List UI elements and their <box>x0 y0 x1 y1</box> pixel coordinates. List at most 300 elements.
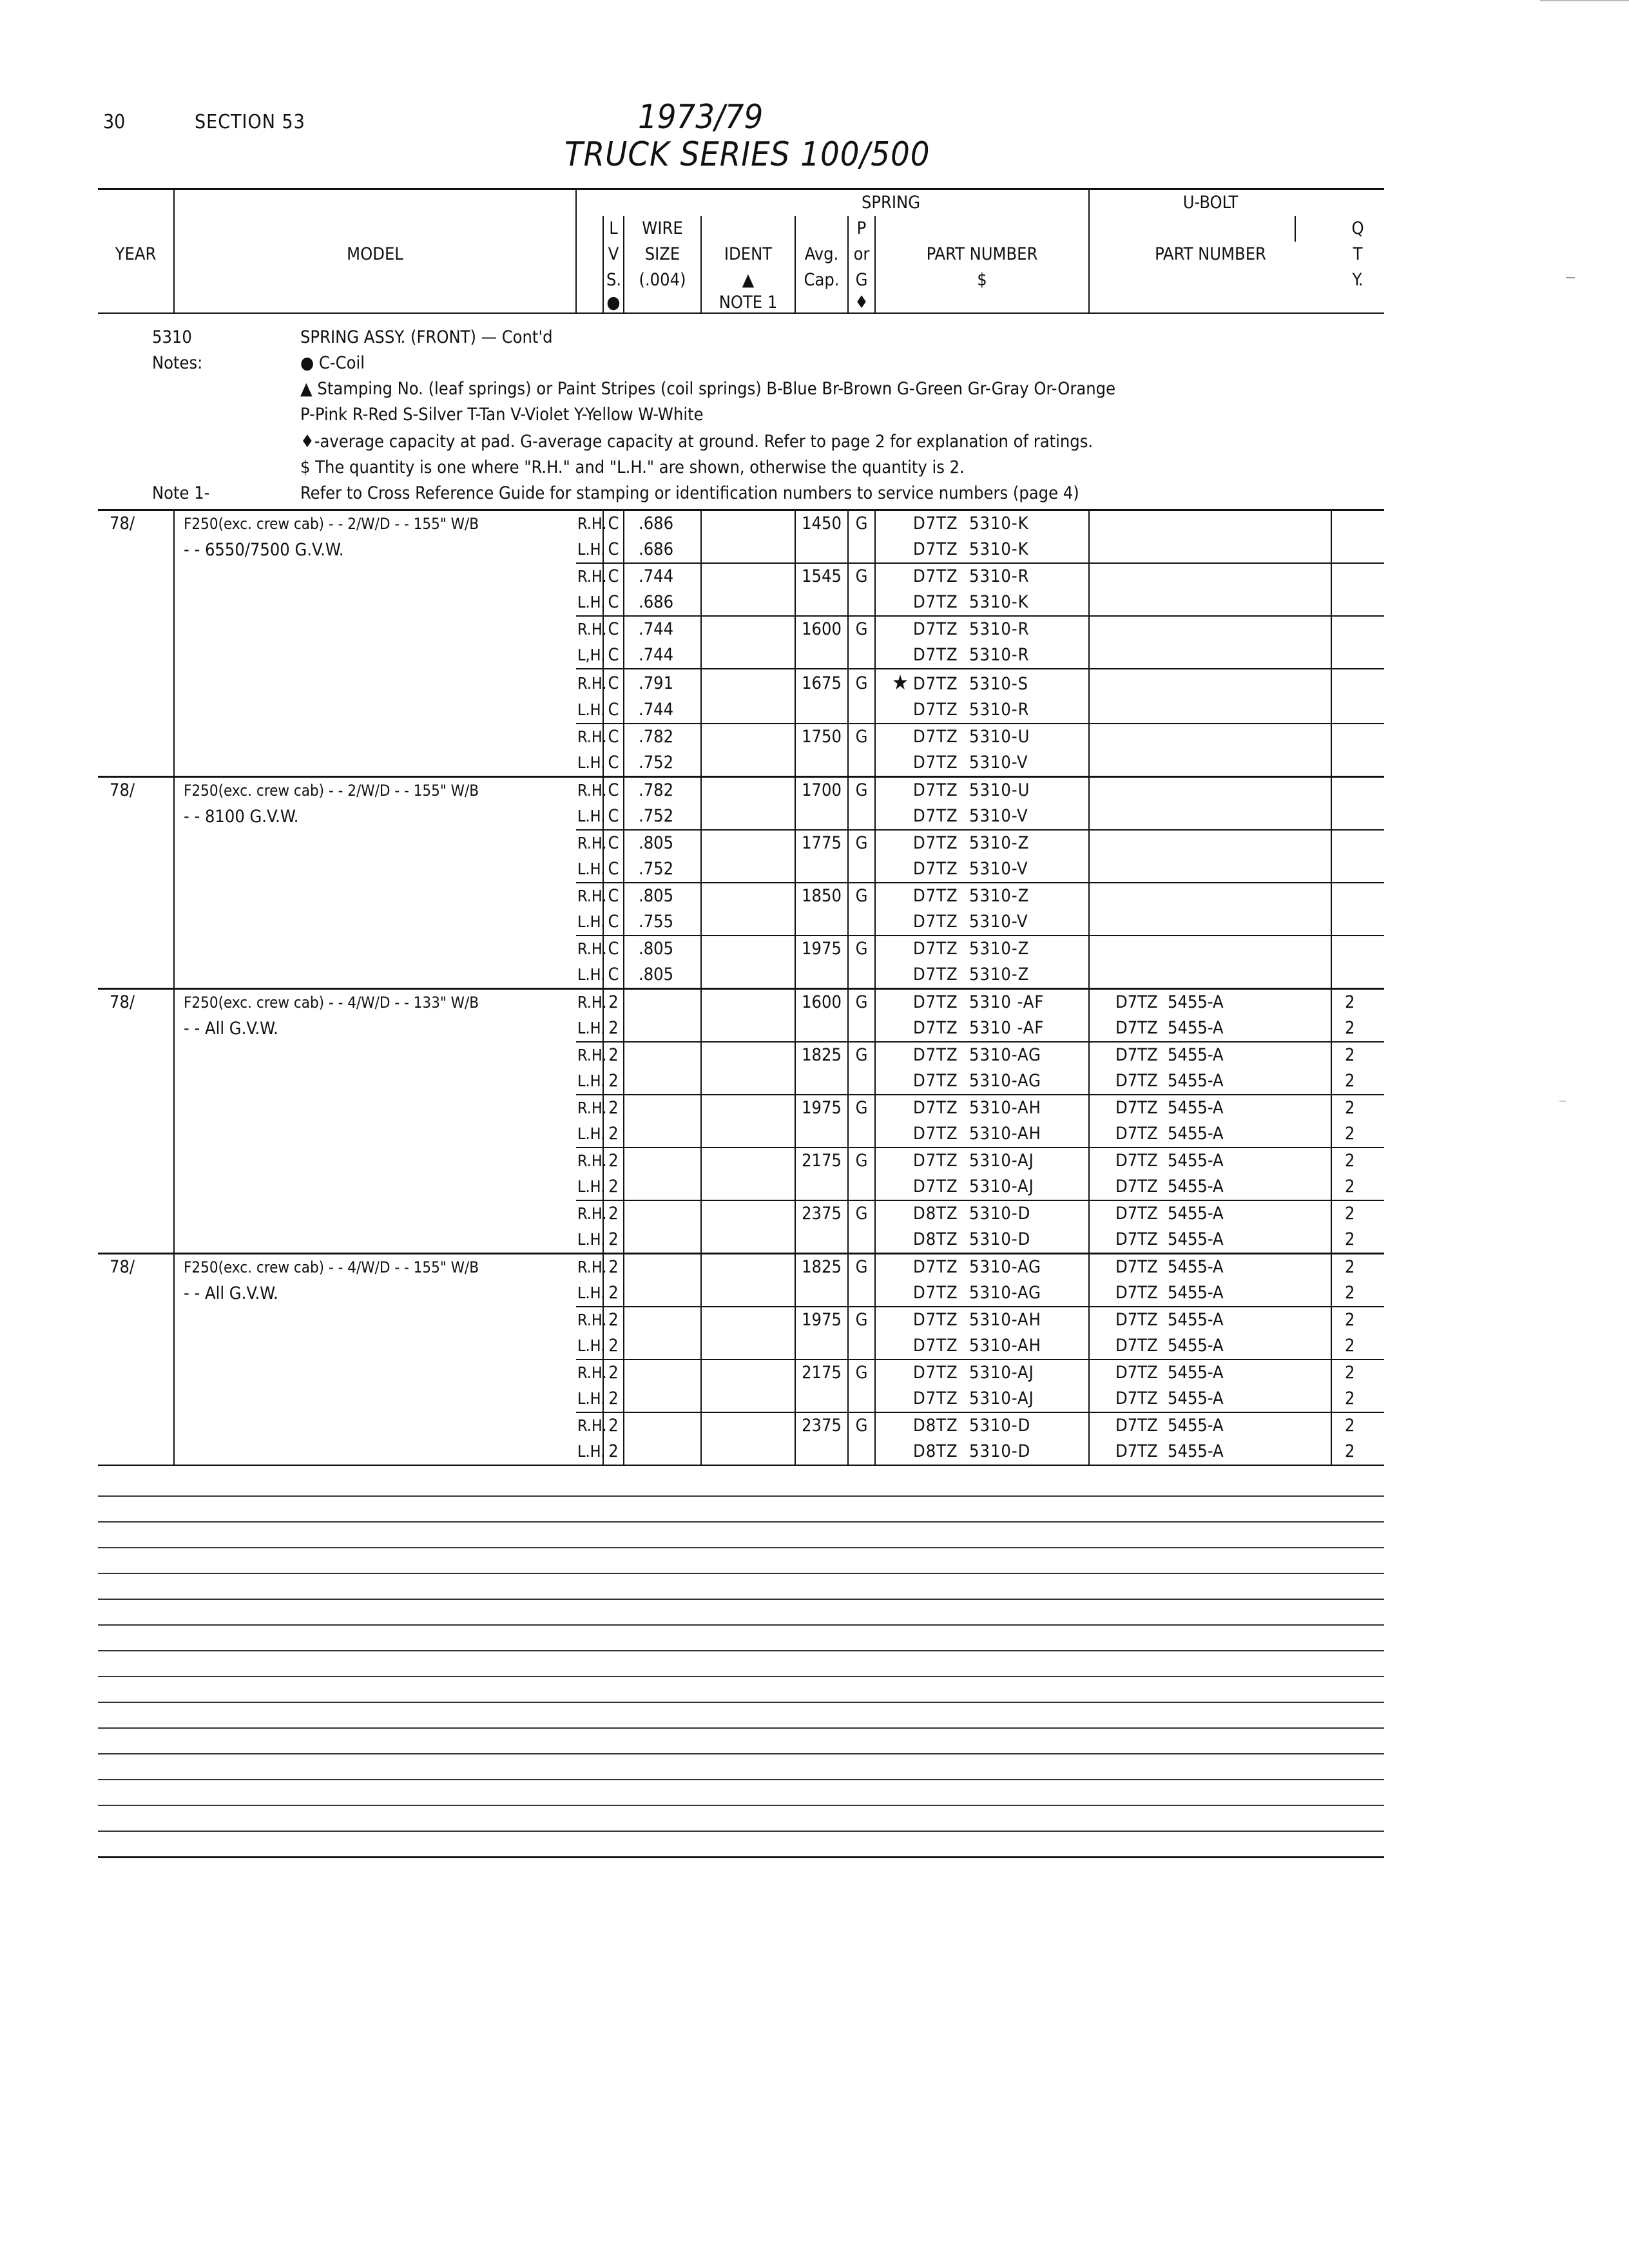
qty-cell: 2 <box>1331 1307 1384 1333</box>
year-cell <box>98 697 174 724</box>
ubolt-spacer-cell <box>1295 1174 1331 1200</box>
spring-part-number: D7TZ 5310-AJ <box>913 1363 1034 1383</box>
side-cell: R.H. <box>577 1204 607 1223</box>
page-number: 30 <box>103 111 126 133</box>
year-cell <box>98 1174 174 1200</box>
spring-part-number: D7TZ 5310-V <box>913 806 1028 826</box>
scan-mark <box>1566 277 1575 278</box>
model-cell: - - All G.V.W. <box>174 1015 576 1042</box>
wire-size-cell <box>624 1360 701 1386</box>
ubolt-part-number-cell: D7TZ 5455-A <box>1089 989 1295 1016</box>
spring-part-number: D7TZ 5310-K <box>913 539 1029 559</box>
ubolt-part-number-cell <box>1089 669 1295 697</box>
model-cell <box>174 1042 576 1068</box>
ubolt-spacer-cell <box>1295 669 1331 697</box>
table-row <box>98 1200 1384 1227</box>
table-row <box>98 883 1384 909</box>
lvs-cell: C <box>603 616 624 642</box>
ubolt-spacer-cell <box>1295 1015 1331 1042</box>
spring-part-number: D7TZ 5310-AH <box>913 1336 1041 1356</box>
wire-size-cell <box>624 1068 701 1095</box>
lvs-cell: C <box>603 724 624 750</box>
model-cell <box>174 1307 576 1333</box>
table-row <box>98 669 1384 697</box>
ubolt-part-number-cell: D7TZ 5455-A <box>1089 1280 1295 1307</box>
wire-size-cell: .782 <box>624 724 701 750</box>
side-cell: R.H. <box>577 939 607 958</box>
year-cell <box>98 803 174 830</box>
p-or-g-cell: G <box>848 1254 875 1281</box>
notes-label: Notes: <box>152 353 203 373</box>
ubolt-part-number-cell <box>1089 724 1295 750</box>
lvs-cell: C <box>603 777 624 804</box>
year-cell <box>98 563 174 590</box>
wire-size-cell: .791 <box>624 669 701 697</box>
avg-cap-cell: 1700 <box>795 777 848 804</box>
spring-part-number: D7TZ 5310-R <box>913 566 1030 586</box>
wire-size-cell <box>624 1412 701 1439</box>
ubolt-part-number-cell: D7TZ 5455-A <box>1089 1068 1295 1095</box>
ubolt-group-header: U-BOLT <box>1089 189 1331 216</box>
lvs-cell: C <box>603 563 624 590</box>
spring-part-number: D7TZ 5310-K <box>913 514 1029 533</box>
model-cell <box>174 642 576 669</box>
ident-cell <box>701 1227 795 1254</box>
ubolt-spacer-cell <box>1295 1254 1331 1281</box>
ubolt-part-number-cell <box>1089 642 1295 669</box>
ubolt-spacer-cell <box>1295 777 1331 804</box>
ubolt-spacer-cell <box>1295 1095 1331 1121</box>
table-row <box>98 856 1384 883</box>
ubolt-part-number-cell <box>1089 962 1295 989</box>
year-cell <box>98 1360 174 1386</box>
qty-cell: 2 <box>1331 1174 1384 1200</box>
table-row <box>98 697 1384 724</box>
spring-part-number-cell <box>875 1280 1089 1307</box>
ubolt-spacer-cell <box>1295 697 1331 724</box>
qty-cell <box>1331 962 1384 989</box>
ident-cell <box>701 989 795 1016</box>
ubolt-spacer-cell <box>1295 1227 1331 1254</box>
spring-part-number-cell <box>875 1227 1089 1254</box>
spring-part-number: D7TZ 5310-U <box>913 727 1030 747</box>
ubolt-part-number-cell: D7TZ 5455-A <box>1089 1386 1295 1412</box>
year-cell <box>98 1042 174 1068</box>
year-cell <box>98 642 174 669</box>
ruled-line <box>98 1702 1384 1703</box>
year-cell <box>98 1015 174 1042</box>
spring-part-number-cell <box>875 590 1089 616</box>
avg-cap-cell: 1600 <box>795 989 848 1016</box>
spring-part-number-header: PART NUMBER <box>875 242 1089 267</box>
spring-part-number: D8TZ 5310-D <box>913 1441 1031 1461</box>
year-cell <box>98 1068 174 1095</box>
spring-part-number-cell <box>875 642 1089 669</box>
side-cell: L.H. <box>576 590 603 616</box>
avg-cap-cell <box>795 1174 848 1200</box>
wire-size-cell <box>624 1307 701 1333</box>
qty-cell <box>1331 883 1384 909</box>
table-row <box>98 616 1384 642</box>
spring-part-number: D7TZ 5310-AJ <box>913 1389 1034 1408</box>
spring-part-number-cell <box>875 989 1089 1016</box>
model-cell <box>174 590 576 616</box>
lvs-cell: 2 <box>603 1148 624 1174</box>
lvs-cell: 2 <box>603 1121 624 1148</box>
side-cell: R.H. <box>577 620 607 639</box>
spring-part-number-cell <box>875 1174 1089 1200</box>
table-row <box>98 590 1384 616</box>
p-or-g-cell: G <box>848 1042 875 1068</box>
table-row <box>98 803 1384 830</box>
avg-cap-cell <box>795 909 848 936</box>
side-cell: R.H. <box>577 567 607 586</box>
ident-header: IDENT <box>701 242 795 267</box>
spring-part-number-cell <box>875 1386 1089 1412</box>
ubolt-spacer-cell <box>1295 909 1331 936</box>
model-cell <box>174 1227 576 1254</box>
lvs-cell: 2 <box>603 1439 624 1465</box>
spring-part-number: D8TZ 5310-D <box>913 1204 1031 1224</box>
ubolt-spacer-cell <box>1295 750 1331 777</box>
model-cell <box>174 1412 576 1439</box>
ubolt-part-number-cell <box>1089 510 1295 537</box>
spring-part-number-cell <box>875 909 1089 936</box>
model-column-header: MODEL <box>174 216 576 293</box>
year-cell <box>98 909 174 936</box>
ubolt-spacer-cell <box>1295 1386 1331 1412</box>
ident-cell <box>701 803 795 830</box>
ident-cell <box>701 669 795 697</box>
qty-cell <box>1331 936 1384 962</box>
spring-part-number: D7TZ 5310-AJ <box>913 1177 1034 1196</box>
p-or-g-cell <box>848 1068 875 1095</box>
table-row <box>98 1254 1384 1281</box>
lvs-cell: 2 <box>603 1280 624 1307</box>
ubolt-part-number-cell <box>1089 537 1295 563</box>
side-cell: L.H. <box>576 1121 603 1148</box>
wire-size-cell: .752 <box>624 750 701 777</box>
spring-part-number-cell <box>875 830 1089 856</box>
p-or-g-cell <box>848 590 875 616</box>
lvs-cell: 2 <box>603 1412 624 1439</box>
qty-cell: 2 <box>1331 1227 1384 1254</box>
ruled-line <box>98 1573 1384 1574</box>
model-cell <box>174 724 576 750</box>
ubolt-spacer-cell <box>1295 1412 1331 1439</box>
wire-size-cell: .755 <box>624 909 701 936</box>
lvs-cell: 2 <box>603 1068 624 1095</box>
wire-size-cell <box>624 1280 701 1307</box>
lvs-cell: C <box>603 750 624 777</box>
spring-part-number: D7TZ 5310-AG <box>913 1071 1041 1091</box>
lvs-cell: C <box>603 697 624 724</box>
p-or-g-cell <box>848 1386 875 1412</box>
ubolt-part-number-cell <box>1089 936 1295 962</box>
qty-cell: 2 <box>1331 1068 1384 1095</box>
avg-cap-cell: 2175 <box>795 1148 848 1174</box>
side-cell: L.H. <box>576 1439 603 1465</box>
scan-edge-mark <box>1540 0 1629 1</box>
p-or-g-cell <box>848 750 875 777</box>
wire-size-cell <box>624 1439 701 1465</box>
model-cell: - - 6550/7500 G.V.W. <box>174 537 576 563</box>
qty-cell: 2 <box>1331 1439 1384 1465</box>
wire-size-header: WIRE <box>624 216 701 242</box>
spring-part-number: D7TZ 5310-V <box>913 753 1028 773</box>
p-or-g-cell <box>848 642 875 669</box>
ruled-line <box>98 1676 1384 1677</box>
lvs-cell: 2 <box>603 989 624 1016</box>
wire-size-cell <box>624 1333 701 1360</box>
side-cell: R.H. <box>576 989 603 1016</box>
avg-cap-cell <box>795 962 848 989</box>
table-row <box>98 1333 1384 1360</box>
year-cell <box>98 1095 174 1121</box>
table-row <box>98 724 1384 750</box>
ident-cell <box>701 1254 795 1281</box>
ruled-line <box>98 1779 1384 1780</box>
ubolt-spacer-cell <box>1295 936 1331 962</box>
avg-cap-cell: 1775 <box>795 830 848 856</box>
note1-label: Note 1- <box>152 483 210 503</box>
wire-size-cell: .805 <box>624 936 701 962</box>
p-or-g-cell: G <box>848 1200 875 1227</box>
ident-cell <box>701 1068 795 1095</box>
avg-cap-cell <box>795 1015 848 1042</box>
qty-cell <box>1331 510 1384 537</box>
model-cell <box>174 830 576 856</box>
p-or-g-cell <box>848 537 875 563</box>
side-cell: L.H. <box>576 803 603 830</box>
spring-part-number-cell <box>875 697 1089 724</box>
ubolt-spacer-cell <box>1295 830 1331 856</box>
ubolt-spacer-cell <box>1295 1200 1331 1227</box>
side-cell: R.H. <box>577 1151 607 1170</box>
ident-cell <box>701 697 795 724</box>
year-cell <box>98 669 174 697</box>
ident-cell <box>701 1015 795 1042</box>
spring-part-number-cell <box>875 1095 1089 1121</box>
side-cell: L.H. <box>576 909 603 936</box>
qty-cell <box>1331 616 1384 642</box>
lvs-cell: 2 <box>603 1360 624 1386</box>
side-cell: L.H. <box>576 697 603 724</box>
table-row <box>98 1360 1384 1386</box>
p-or-g-cell <box>848 1333 875 1360</box>
p-or-g-header: P <box>848 216 875 242</box>
spring-part-number-cell <box>875 1333 1089 1360</box>
spring-part-number: D7TZ 5310-Z <box>913 886 1030 906</box>
scan-mark <box>1559 1100 1566 1102</box>
side-cell: L.H. <box>576 1280 603 1307</box>
wire-size-cell <box>624 1200 701 1227</box>
avg-cap-cell: 1825 <box>795 1042 848 1068</box>
ident-cell <box>701 590 795 616</box>
model-cell <box>174 1148 576 1174</box>
wire-size-cell <box>624 1386 701 1412</box>
ubolt-part-number-cell: D7TZ 5455-A <box>1089 1333 1295 1360</box>
qty-cell: 2 <box>1331 1360 1384 1386</box>
ident-cell <box>701 642 795 669</box>
model-cell <box>174 1333 576 1360</box>
ubolt-spacer-cell <box>1295 1307 1331 1333</box>
avg-cap-cell <box>795 1280 848 1307</box>
wire-size-cell <box>624 1227 701 1254</box>
ubolt-part-number-cell <box>1089 909 1295 936</box>
qty-cell <box>1331 830 1384 856</box>
table-row <box>98 1042 1384 1068</box>
p-or-g-cell <box>848 1174 875 1200</box>
spring-part-number: D7TZ 5310-AH <box>913 1310 1041 1330</box>
year-cell <box>98 1333 174 1360</box>
table-row <box>98 1307 1384 1333</box>
ubolt-part-number-cell <box>1089 750 1295 777</box>
qty-cell <box>1331 537 1384 563</box>
ident-cell <box>701 1200 795 1227</box>
spring-part-number: D7TZ 5310-Z <box>913 965 1030 985</box>
wire-size-cell <box>624 989 701 1016</box>
year-cell <box>98 724 174 750</box>
side-cell: R.H. <box>577 1046 607 1064</box>
table-row <box>98 1439 1384 1465</box>
model-cell <box>174 1068 576 1095</box>
side-cell: R.H. <box>576 777 603 804</box>
p-or-g-cell <box>848 856 875 883</box>
ruled-line <box>98 1650 1384 1651</box>
table-row <box>98 1121 1384 1148</box>
ubolt-spacer-cell <box>1295 590 1331 616</box>
ubolt-spacer-cell <box>1295 724 1331 750</box>
model-cell <box>174 1200 576 1227</box>
side-cell: L.H. <box>576 1386 603 1412</box>
p-or-g-cell <box>848 803 875 830</box>
spring-part-number-cell <box>875 1042 1089 1068</box>
table-row <box>98 642 1384 669</box>
avg-cap-cell <box>795 1439 848 1465</box>
ident-cell <box>701 724 795 750</box>
side-cell: L.H. <box>576 1174 603 1200</box>
ubolt-part-number-cell <box>1089 856 1295 883</box>
ubolt-part-number-cell: D7TZ 5455-A <box>1089 1121 1295 1148</box>
spring-part-number-cell <box>875 750 1089 777</box>
spring-part-number: D7TZ 5310-R <box>913 700 1030 720</box>
side-cell: R.H. <box>577 1311 607 1329</box>
ident-cell <box>701 936 795 962</box>
wire-size-cell: .744 <box>624 563 701 590</box>
qty-cell <box>1331 909 1384 936</box>
ident-cell <box>701 1333 795 1360</box>
model-cell: F250(exc. crew cab) - - 4/W/D - - 133" W/B <box>174 989 576 1016</box>
year-cell <box>98 590 174 616</box>
wire-size-cell <box>624 1095 701 1121</box>
ubolt-part-number-cell: D7TZ 5455-A <box>1089 1439 1295 1465</box>
spring-part-number-cell <box>875 724 1089 750</box>
ruled-line <box>98 1624 1384 1626</box>
ident-cell <box>701 1095 795 1121</box>
ident-cell <box>701 856 795 883</box>
ubolt-part-number-cell <box>1089 803 1295 830</box>
p-or-g-cell: G <box>848 936 875 962</box>
model-cell: - - All G.V.W. <box>174 1280 576 1307</box>
avg-cap-cell <box>795 697 848 724</box>
ubolt-spacer-cell <box>1295 803 1331 830</box>
year-cell <box>98 1307 174 1333</box>
spring-part-number-cell <box>875 1360 1089 1386</box>
ubolt-part-number-cell: D7TZ 5455-A <box>1089 1412 1295 1439</box>
avg-cap-cell <box>795 1227 848 1254</box>
model-cell <box>174 856 576 883</box>
side-cell: R.H. <box>577 727 607 746</box>
ident-cell <box>701 909 795 936</box>
p-or-g-cell <box>848 962 875 989</box>
qty-cell: 2 <box>1331 1386 1384 1412</box>
spring-part-number-cell <box>875 563 1089 590</box>
parts-table-header: SPRING U-BOLT YEAR MODEL L WIRE P Q V SIZE IDENT Avg. or PART NUMBER PART NUMBER T S. (.004) ▲ Cap. G $ Y. ● NOTE 1 ♦ <box>98 188 1384 314</box>
model-cell <box>174 1121 576 1148</box>
avg-cap-cell <box>795 1386 848 1412</box>
ubolt-part-number-cell <box>1089 616 1295 642</box>
model-cell <box>174 563 576 590</box>
ubolt-part-number-cell: D7TZ 5455-A <box>1089 1227 1295 1254</box>
spring-part-number-cell <box>875 1254 1089 1281</box>
avg-cap-cell <box>795 642 848 669</box>
side-cell: L,H. <box>576 642 603 669</box>
spring-part-number: D7TZ 5310-AH <box>913 1098 1041 1118</box>
spring-part-number-cell <box>875 537 1089 563</box>
p-or-g-cell: G <box>848 669 875 697</box>
avg-cap-cell <box>795 803 848 830</box>
ubolt-spacer-cell <box>1295 616 1331 642</box>
wire-size-cell: .686 <box>624 590 701 616</box>
qty-cell <box>1331 590 1384 616</box>
model-cell <box>174 936 576 962</box>
table-row <box>98 563 1384 590</box>
lvs-cell: 2 <box>603 1254 624 1281</box>
lvs-cell: 2 <box>603 1307 624 1333</box>
qty-cell <box>1331 777 1384 804</box>
year-cell <box>98 1121 174 1148</box>
qty-cell <box>1331 856 1384 883</box>
ident-cell <box>701 777 795 804</box>
spring-part-number-cell <box>875 510 1089 537</box>
star-icon: ★ <box>892 670 909 695</box>
p-or-g-cell: G <box>848 1307 875 1333</box>
ruled-line <box>98 1599 1384 1600</box>
spring-group-header: SPRING <box>603 189 1089 216</box>
ubolt-part-number-cell: D7TZ 5455-A <box>1089 1095 1295 1121</box>
ruled-line <box>98 1547 1384 1548</box>
page-title-series: TRUCK SERIES 100/500 <box>564 135 930 174</box>
ident-cell <box>701 1280 795 1307</box>
model-cell: F250(exc. crew cab) - - 2/W/D - - 155" W/B <box>174 777 576 804</box>
side-cell: L.H. <box>576 1068 603 1095</box>
lvs-cell: 2 <box>603 1095 624 1121</box>
model-cell: F250(exc. crew cab) - - 2/W/D - - 155" W/B <box>174 510 576 537</box>
spring-part-number: D7TZ 5310-AH <box>913 1124 1041 1144</box>
ubolt-spacer-cell <box>1295 1280 1331 1307</box>
note1-text: Refer to Cross Reference Guide for stamping or identification numbers to service numbers (page 4) <box>300 483 1079 503</box>
lvs-cell: C <box>603 962 624 989</box>
year-cell: 78/ <box>98 1254 174 1281</box>
ruled-line <box>98 1856 1384 1858</box>
ruled-line <box>98 1727 1384 1729</box>
p-or-g-cell: G <box>848 510 875 537</box>
spring-part-number-cell <box>875 856 1089 883</box>
ruled-line <box>98 1831 1384 1832</box>
ident-cell <box>701 1148 795 1174</box>
year-cell: 78/ <box>98 777 174 804</box>
